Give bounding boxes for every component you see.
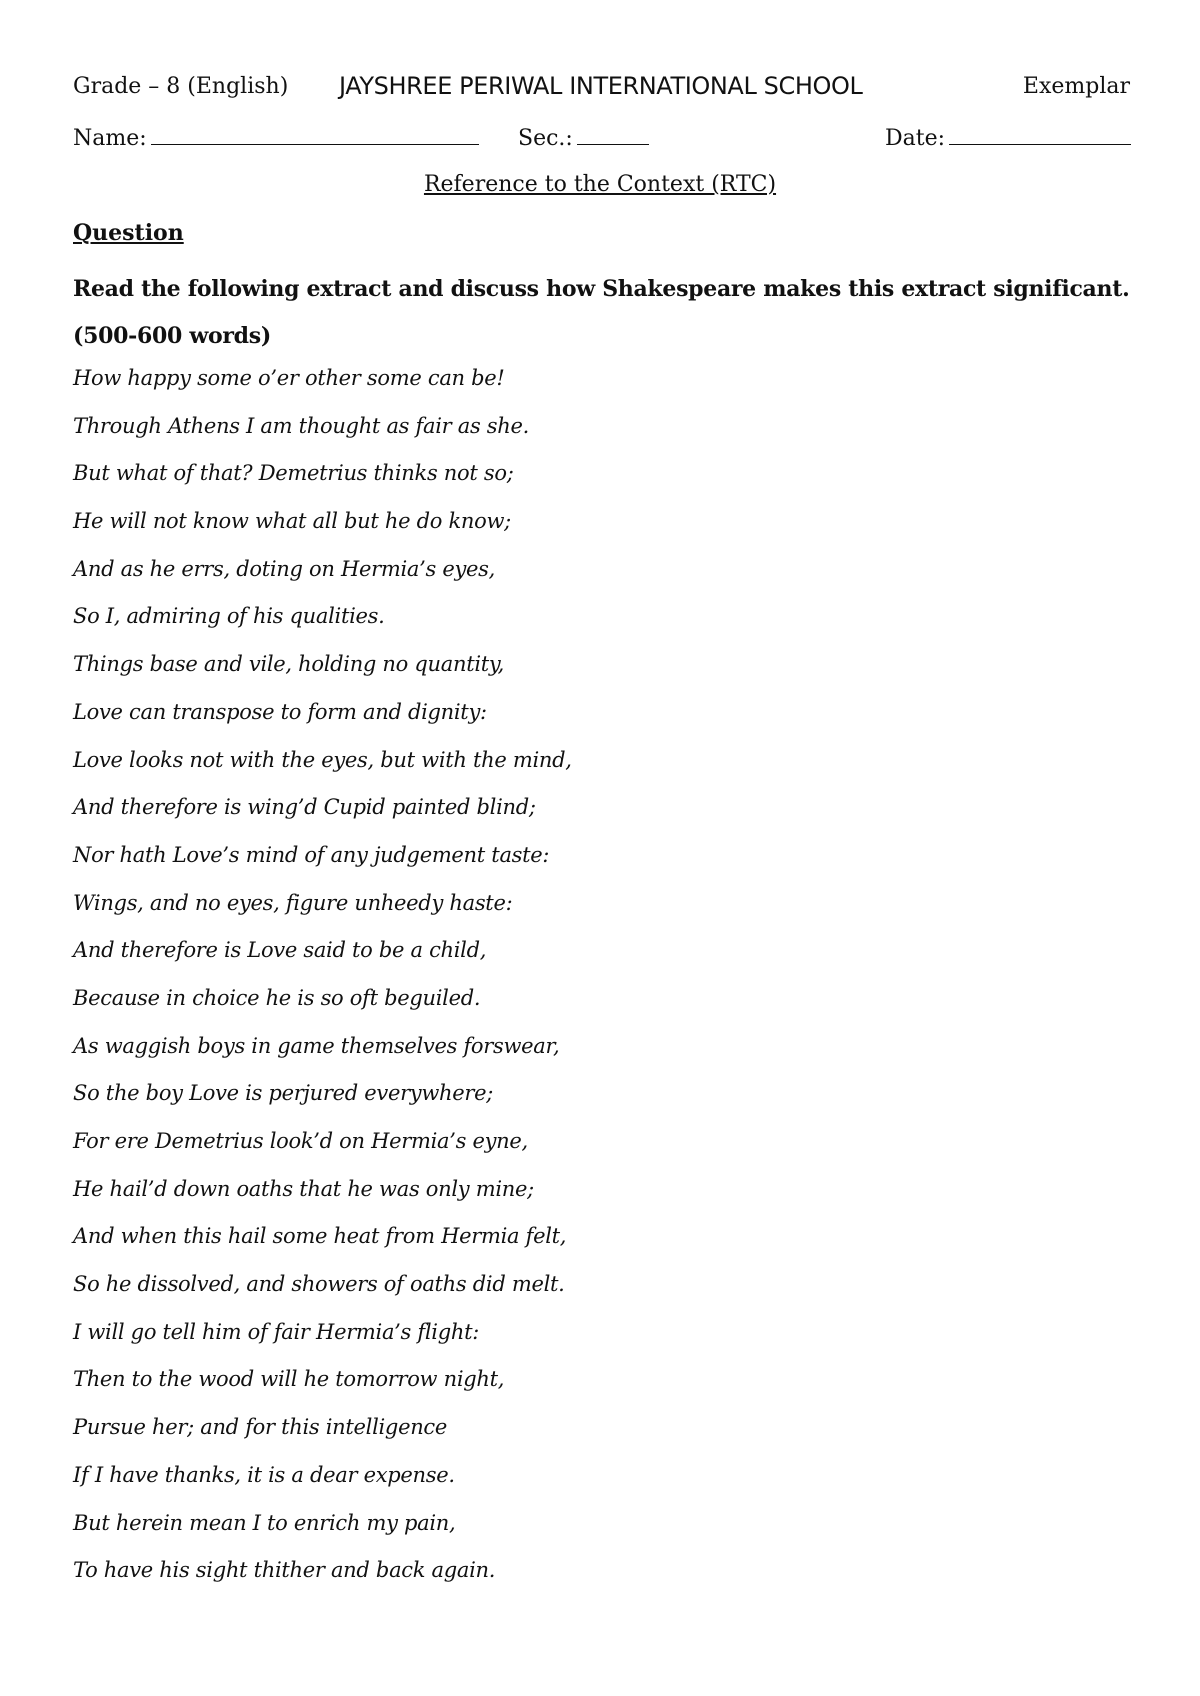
extract-line: As waggish boys in game themselves forswear, bbox=[73, 1033, 560, 1058]
extract-line: Pursue her; and for this intelligence bbox=[73, 1415, 448, 1440]
name-blank-line[interactable] bbox=[151, 124, 479, 145]
extract-line: For ere Demetrius look’d on Hermia’s eyne, bbox=[73, 1129, 528, 1153]
extract-line: If I have thanks, it is a dear expense. bbox=[73, 1462, 455, 1487]
extract-line: But what of that? Demetrius thinks not so; bbox=[73, 461, 514, 486]
section-field bbox=[518, 124, 649, 151]
worksheet-title: Reference to the Context (RTC) bbox=[423, 172, 777, 197]
extract-lines bbox=[73, 363, 572, 1603]
extract-line: So the boy Love is perjured everywhere; bbox=[73, 1081, 494, 1106]
extract-line: He hail’d down oaths that he was only mine; bbox=[73, 1176, 534, 1201]
extract-line: And as he errs, doting on Hermia’s eyes, bbox=[73, 556, 495, 581]
school-name: JAYSHREE PERIWAL INTERNATIONAL SCHOOL bbox=[339, 72, 863, 100]
extract-line: Through Athens I am thought as fair as she. bbox=[73, 413, 530, 438]
extract-line: I will go tell him of fair Hermia’s flight: bbox=[73, 1319, 479, 1344]
extract-line: Love can transpose to form and dignity: bbox=[73, 699, 487, 724]
extract-line: Wings, and no eyes, figure unheedy haste: bbox=[73, 890, 513, 915]
extract-line: Because in choice he is so oft beguiled. bbox=[73, 985, 481, 1010]
date-label: Date: bbox=[885, 126, 946, 151]
question-instruction: Read the following extract and discuss how Shakespeare makes this extract significant. (500-600 words) bbox=[73, 276, 1130, 349]
extract-line: He will not know what all but he do know; bbox=[73, 509, 511, 534]
exemplar-label: Exemplar bbox=[1022, 74, 1130, 99]
extract-line: How happy some o’er other some can be! bbox=[73, 366, 505, 390]
extract-line: And therefore is Love said to be a child, bbox=[73, 938, 487, 963]
extract-line: And when this hail some heat from Hermia felt, bbox=[73, 1224, 567, 1249]
question-heading: Question bbox=[73, 220, 184, 246]
extract-line: And therefore is wing’d Cupid painted blind; bbox=[73, 795, 536, 820]
extract-line: Then to the wood will he tomorrow night, bbox=[73, 1367, 505, 1392]
grade-label: Grade – 8 (English) bbox=[73, 74, 289, 99]
extract-line: Love looks not with the eyes, but with the mind, bbox=[73, 747, 572, 772]
section-label: Sec.: bbox=[518, 126, 573, 151]
extract-line: To have his sight thither and back again. bbox=[73, 1558, 496, 1583]
date-field bbox=[885, 124, 1131, 151]
extract-line: So he dissolved, and showers of oaths did melt. bbox=[73, 1272, 565, 1297]
section-blank-line[interactable] bbox=[577, 124, 649, 145]
extract-line: Nor hath Love’s mind of any judgement taste: bbox=[73, 842, 550, 867]
extract-line: But herein mean I to enrich my pain, bbox=[73, 1510, 456, 1535]
extract-line: So I, admiring of his qualities. bbox=[73, 604, 385, 629]
name-label: Name: bbox=[73, 126, 147, 151]
name-field bbox=[73, 124, 479, 151]
extract-line: Things base and vile, holding no quantity, bbox=[73, 652, 505, 677]
date-blank-line[interactable] bbox=[949, 124, 1131, 145]
